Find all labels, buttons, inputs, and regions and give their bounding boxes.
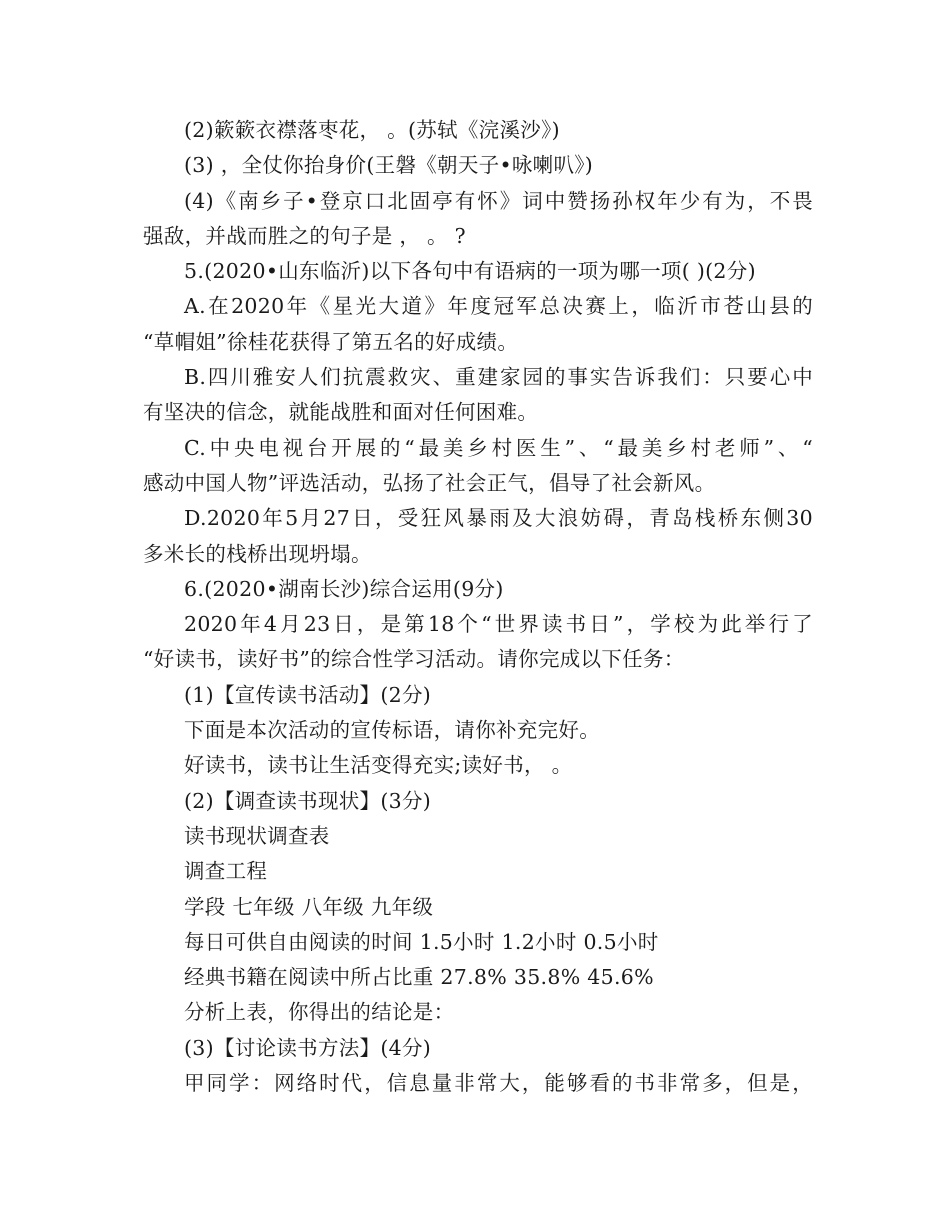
text-line: 好读书，读书让生活变得充实;读好书， 。 <box>184 753 573 778</box>
text-line: 2020年4月23日，是第18个“世界读书日”，学校为此举行了 <box>184 612 813 637</box>
text-line: 每日可供自由阅读的时间 1.5小时 1.2小时 0.5小时 <box>184 929 659 954</box>
text-line: (1)【宣传读书活动】(2分) <box>184 682 432 707</box>
text-line: 学段 七年级 八年级 九年级 <box>184 894 434 919</box>
text-line: 多米长的栈桥出现坍塌。 <box>143 541 372 566</box>
text-line: C.中央电视台开展的“最美乡村医生”、“最美乡村老师”、“ <box>184 435 813 460</box>
text-line: B.四川雅安人们抗震救灾、重建家园的事实告诉我们：只要心中 <box>184 365 813 390</box>
text-line: 分析上表，你得出的结论是： <box>184 1000 455 1025</box>
text-line: 5.(2020•山东临沂)以下各句中有语病的一项为哪一项( )(2分) <box>184 259 756 284</box>
document-body <box>143 113 813 1101</box>
text-line: (2)【调查读书现状】(3分) <box>184 788 432 813</box>
text-line: 经典书籍在阅读中所占比重 27.8% 35.8% 45.6% <box>184 965 654 990</box>
text-line: (3)【讨论读书方法】(4分) <box>184 1035 432 1060</box>
text-line: 6.(2020•湖南长沙)综合运用(9分) <box>184 576 504 601</box>
text-line: (2)簌簌衣襟落枣花， 。(苏轼《浣溪沙》) <box>184 118 560 142</box>
text-line: (4)《南乡子•登京口北固亭有怀》词中赞扬孙权年少有为，不畏 <box>184 188 813 213</box>
text-line: “好读书，读好书”的综合性学习活动。请你完成以下任务： <box>143 647 685 672</box>
text-line: 强敌，并战而胜之的句子是 ， 。 ? <box>143 223 466 248</box>
text-line: 调查工程 <box>184 859 268 884</box>
text-line: D.2020年5月27日，受狂风暴雨及大浪妨碍，青岛栈桥东侧30 <box>184 506 813 531</box>
text-line: 有坚决的信念，就能战胜和面对任何困难。 <box>143 400 539 425</box>
text-line: A.在2020年《星光大道》年度冠军总决赛上，临沂市苍山县的 <box>184 294 813 319</box>
text-line: 感动中国人物”评选活动，弘扬了社会正气，倡导了社会新风。 <box>143 470 716 495</box>
text-line: 甲同学：网络时代，信息量非常大，能够看的书非常多，但是， <box>184 1071 813 1096</box>
text-line: “草帽姐”徐桂花获得了第五名的好成绩。 <box>143 329 519 354</box>
text-line: 下面是本次活动的宣传标语，请你补充完好。 <box>184 718 600 743</box>
text-line: 读书现状调查表 <box>184 823 330 848</box>
text-line: (3) ，全仗你抬身价(王磐《朝天子•咏喇叭》) <box>184 153 594 178</box>
